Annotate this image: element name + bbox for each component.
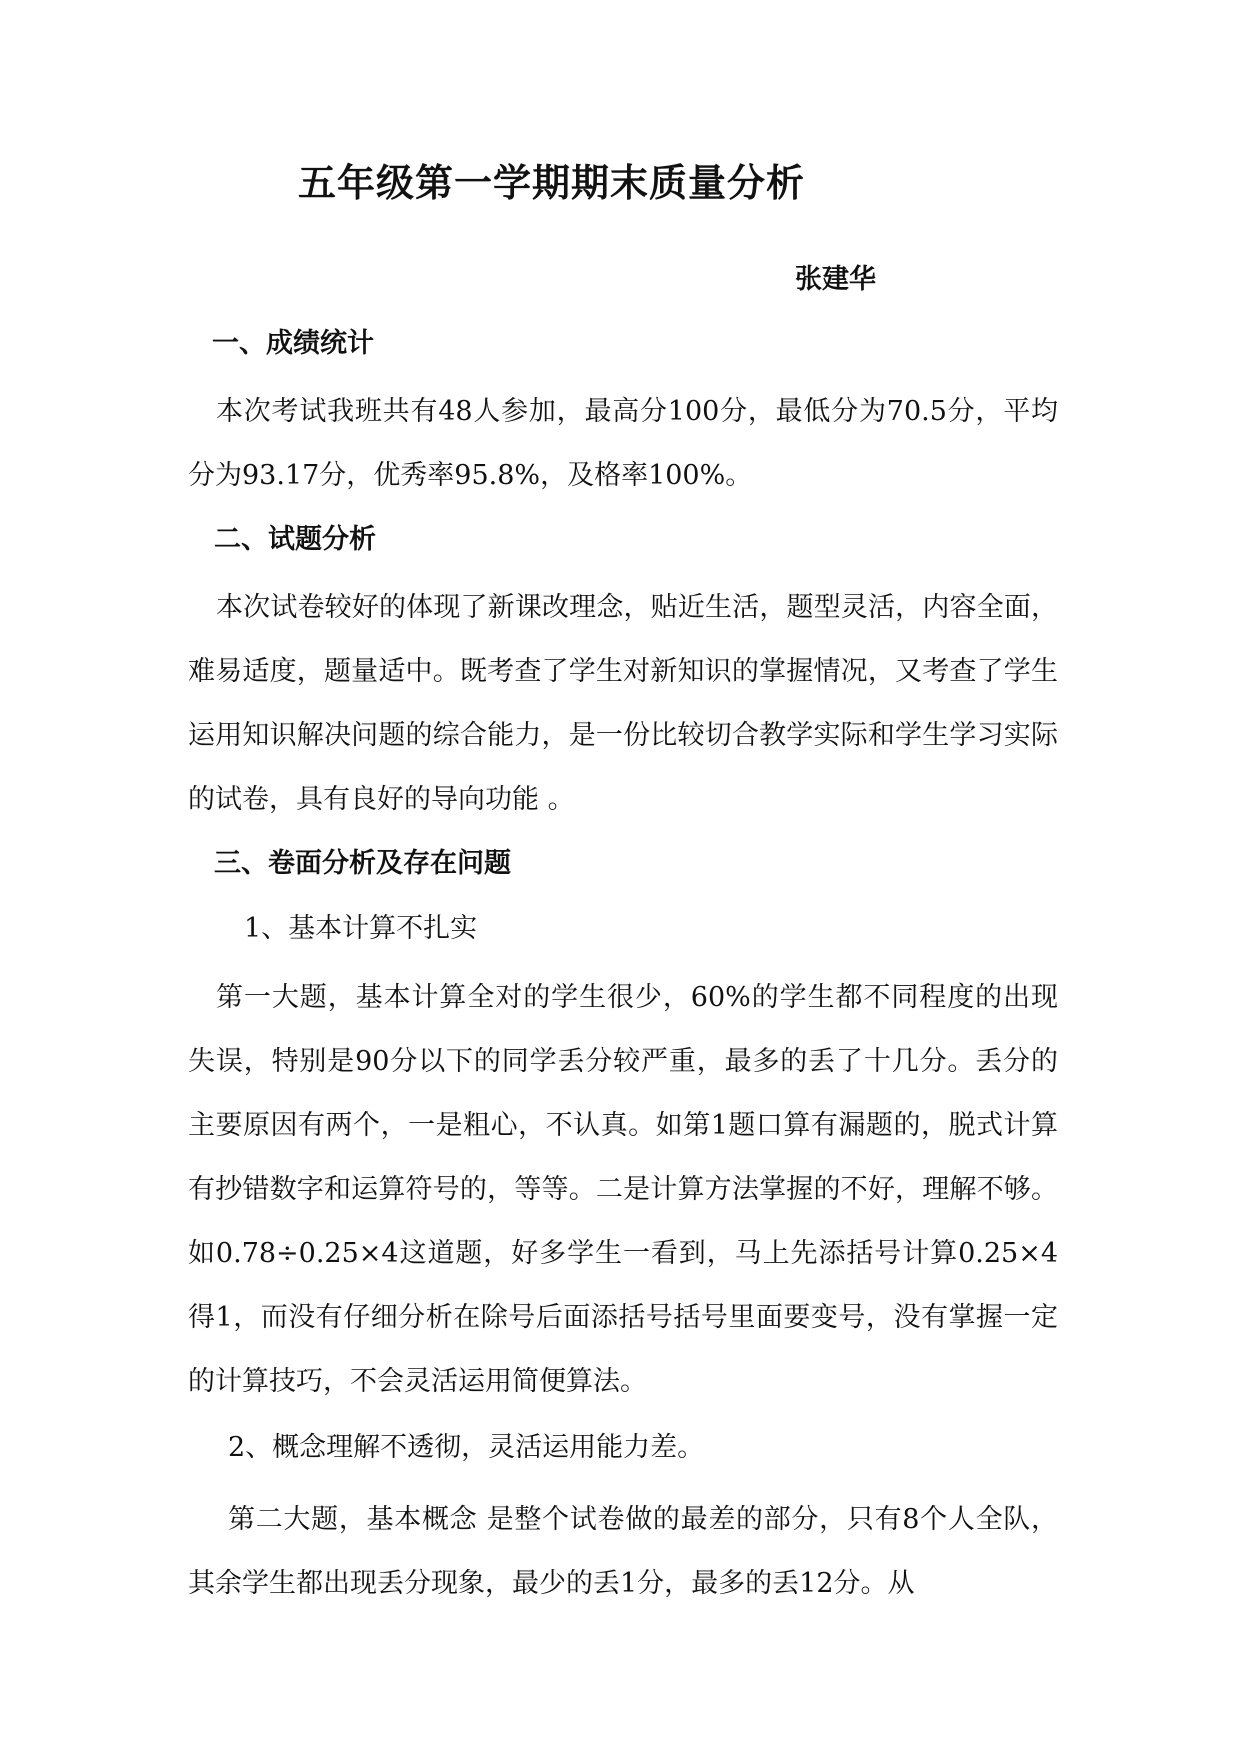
- subheading-concept-understanding: 2、概念理解不透彻，灵活运用能力差。: [228, 1432, 705, 1463]
- subheading-basic-calculation: 1、基本计算不扎实: [244, 913, 478, 944]
- section-heading-paper-analysis: 三、卷面分析及存在问题: [214, 848, 511, 879]
- section-heading-score-statistics: 一、成绩统计: [212, 328, 374, 359]
- section-paragraph-question-analysis: 本次试卷较好的体现了新课改理念，贴近生活，题型灵活，内容全面，难易适度，题量适中。既考查了学生对新知识的掌握情况，又考查了学生运用知识解决问题的综合能力，是一份比较切合教学实际和学生学习实际的试卷，具有良好的导向功能 。: [188, 592, 1058, 815]
- paragraph-concept-understanding: 第二大题，基本概念 是整个试卷做的最差的部分，只有8个人全队，其余学生都出现丢分现象，最少的丢1分，最多的丢12分。从: [188, 1504, 1058, 1599]
- section-heading-question-analysis: 二、试题分析: [214, 524, 376, 555]
- section-paragraph-score-statistics: 本次考试我班共有48人参加，最高分100分，最低分为70.5分，平均分为93.17分，优秀率95.8%，及格率100%。: [188, 396, 1058, 491]
- document-title: 五年级第一学期期末质量分析: [298, 160, 806, 205]
- author-name: 张建华: [795, 264, 876, 295]
- paragraph-basic-calculation: 第一大题，基本计算全对的学生很少，60%的学生都不同程度的出现失误，特别是90分以下的同学丢分较严重，最多的丢了十几分。丢分的主要原因有两个，一是粗心，不认真。如第1题口算有漏题的，脱式计算有抄错数字和运算符号的，等等。二是计算方法掌握的不好，理解不够。如0.78÷0.25×4这道题，好多学生一看到，马上先添括号计算0.25×4得1，而没有仔细分析在除号后面添括号括号里面要变号，没有掌握一定的计算技巧，不会灵活运用简便算法。: [188, 982, 1058, 1397]
